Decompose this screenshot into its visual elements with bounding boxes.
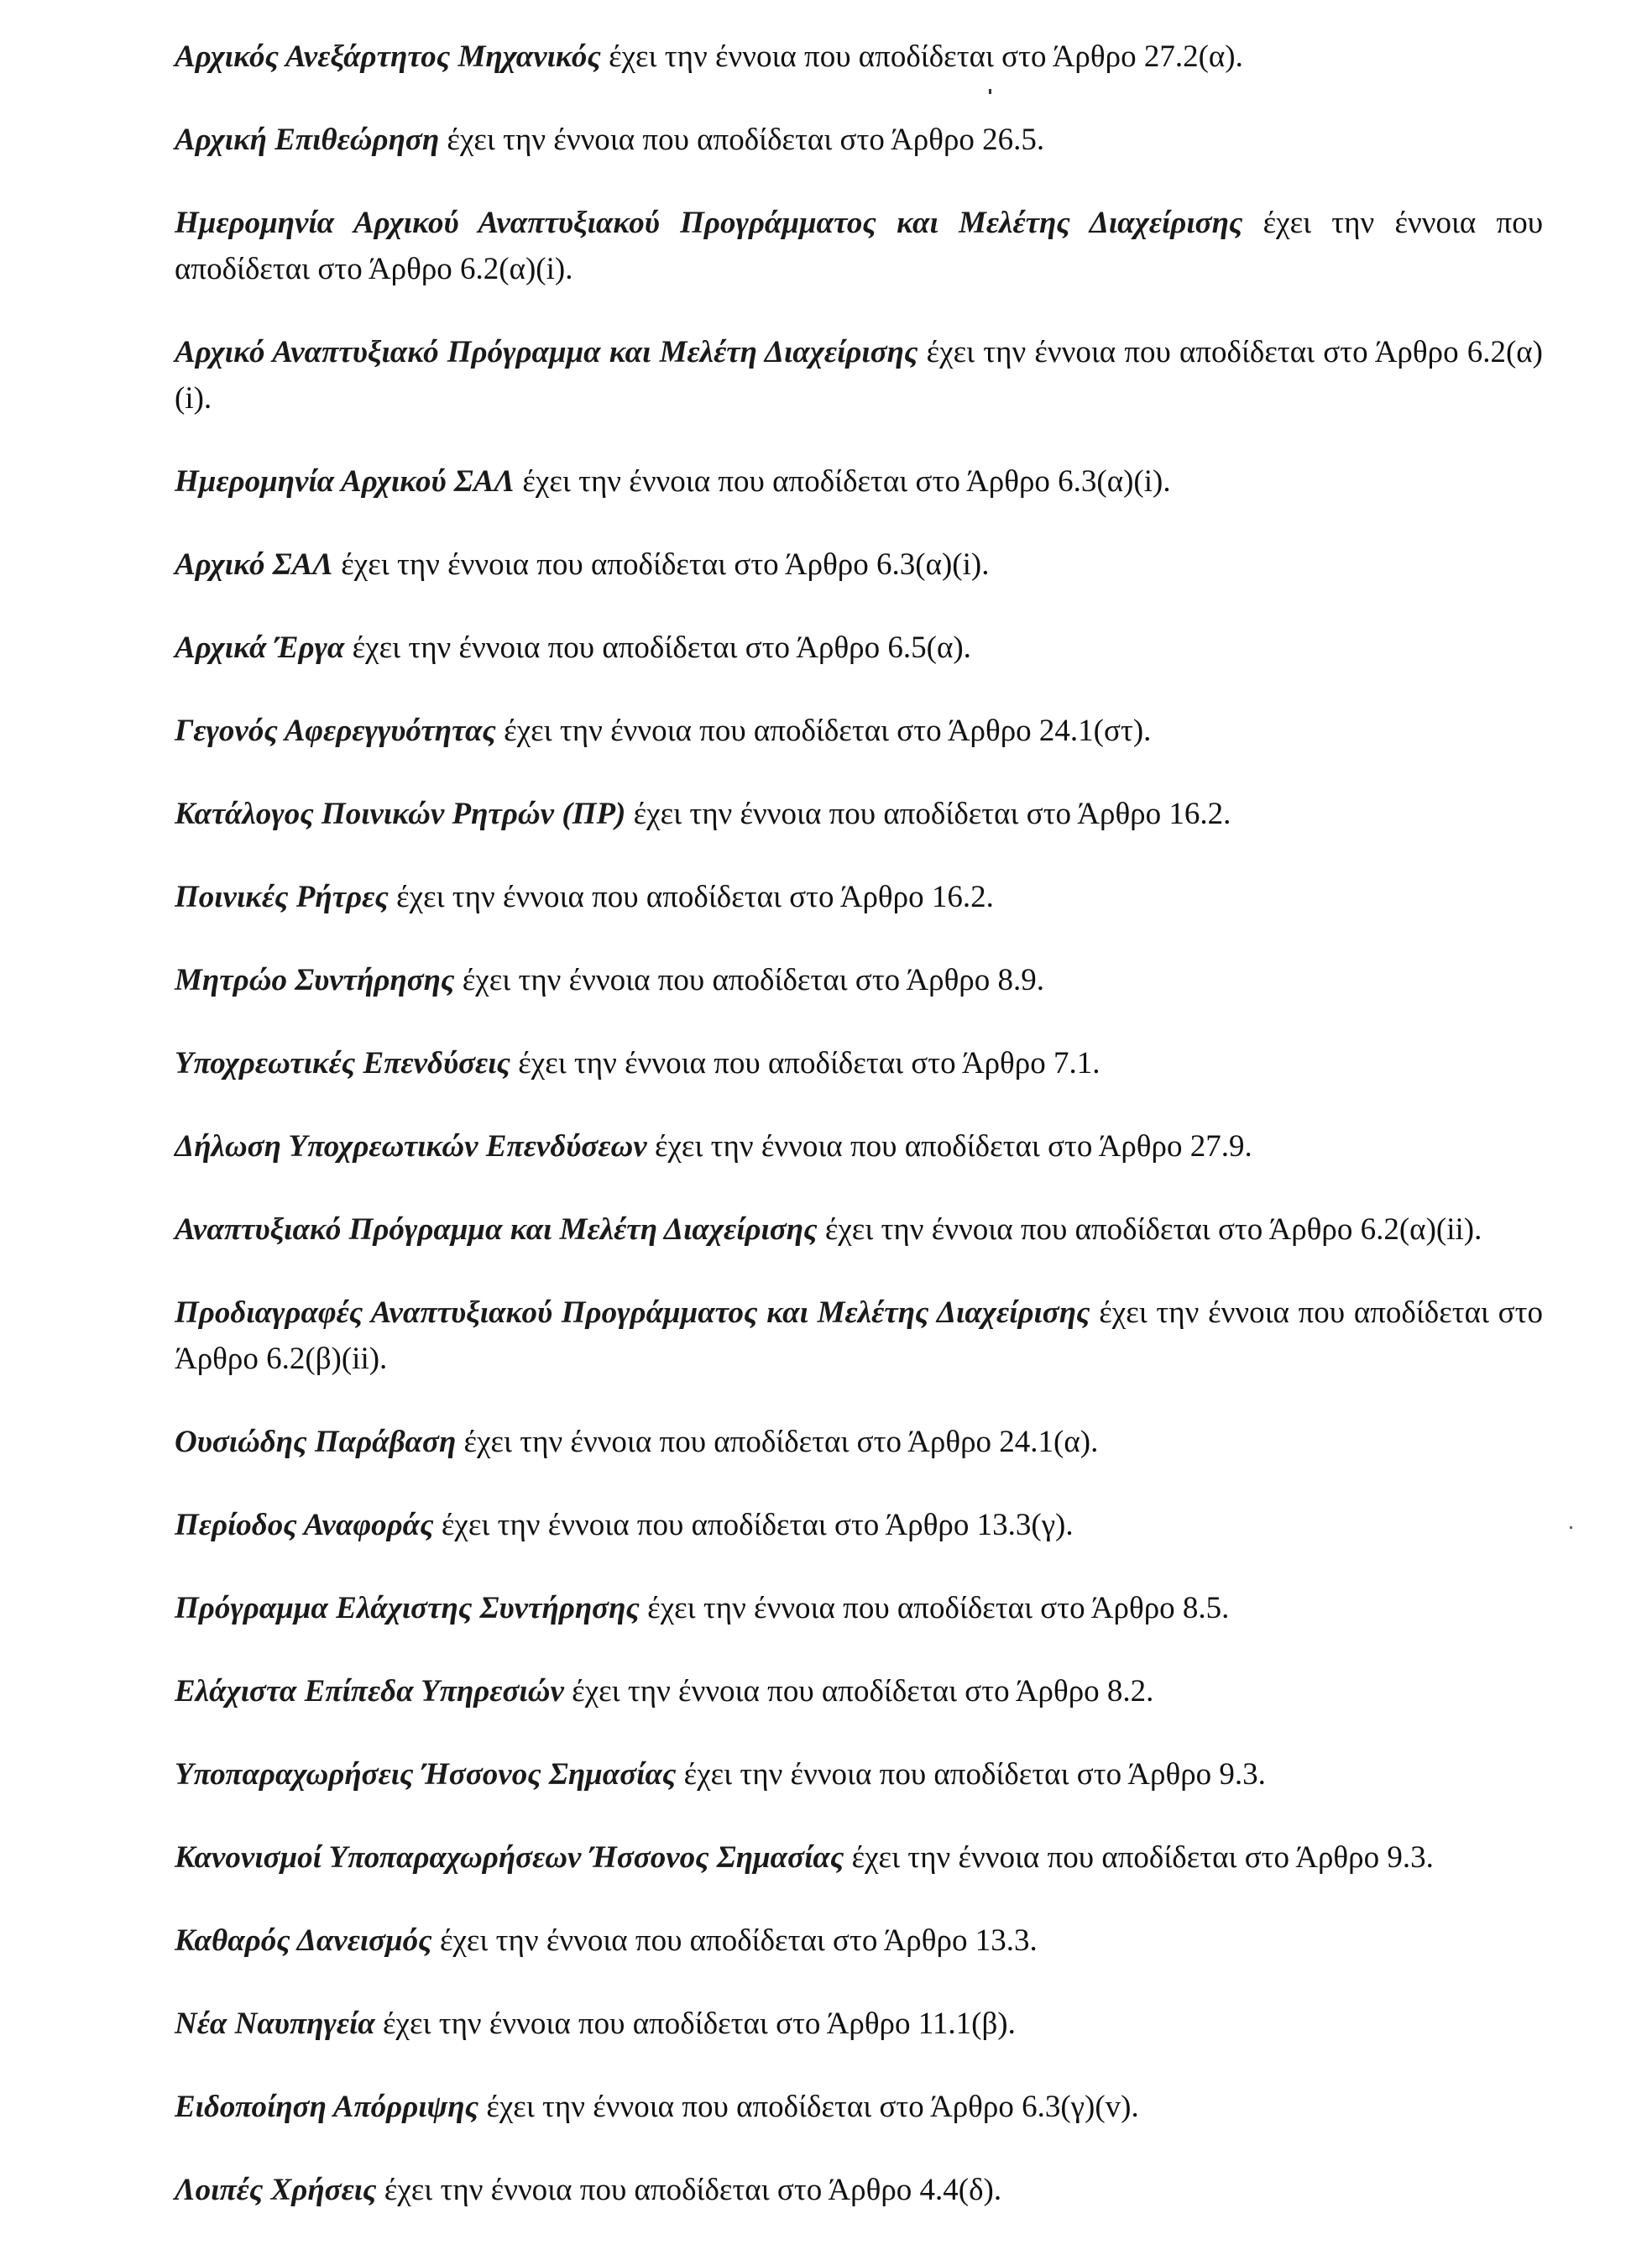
definition-text: έχει την έννοια που αποδίδεται στο Άρθρο 16.2. bbox=[633, 797, 1231, 831]
definition-term: Κανονισμοί Υποπαραχωρήσεων Ήσσονος Σημασίας bbox=[175, 1840, 844, 1875]
definition-term: Καθαρός Δανεισμός bbox=[175, 1923, 432, 1958]
definition-entry bbox=[175, 458, 1543, 505]
definition-entry bbox=[175, 1918, 1543, 1964]
definitions-list bbox=[175, 34, 1543, 2250]
definition-entry bbox=[175, 1206, 1543, 1253]
definition-entry bbox=[175, 1040, 1543, 1086]
definition-term: Αρχικός Ανεξάρτητος Μηχανικός bbox=[175, 39, 601, 74]
definition-entry bbox=[175, 874, 1543, 920]
definition-entry bbox=[175, 2001, 1543, 2047]
definition-term: Περίοδος Αναφοράς bbox=[175, 1508, 434, 1542]
definition-text: έχει την έννοια που αποδίδεται στο Άρθρο 8.9. bbox=[462, 963, 1045, 997]
definition-term: Νέα Ναυπηγεία bbox=[175, 2007, 375, 2041]
definition-term: Αναπτυξιακό Πρόγραμμα και Μελέτη Διαχείρισης bbox=[175, 1212, 818, 1247]
definition-entry bbox=[175, 1123, 1543, 1169]
definition-entry bbox=[175, 1419, 1543, 1465]
definition-entry bbox=[175, 1834, 1543, 1881]
definition-term: Αρχικά Έργα bbox=[175, 631, 345, 665]
definition-term: Ειδοποίηση Απόρριψης bbox=[175, 2090, 479, 2124]
scan-mark bbox=[989, 89, 991, 94]
definition-text: έχει την έννοια που αποδίδεται στο Άρθρο 16.2. bbox=[396, 880, 994, 914]
definition-entry bbox=[175, 1290, 1543, 1382]
definition-entry bbox=[175, 200, 1543, 292]
definition-entry bbox=[175, 117, 1543, 163]
definition-term: Λοιπές Χρήσεις bbox=[175, 2173, 377, 2207]
definition-text: έχει την έννοια που αποδίδεται στο Άρθρο 13.3(γ). bbox=[441, 1508, 1074, 1542]
definition-text: έχει την έννοια που αποδίδεται στο Άρθρο 6.3(α)(i). bbox=[522, 464, 1171, 499]
definition-entry bbox=[175, 1502, 1543, 1548]
definition-term: Αρχικό Αναπτυξιακό Πρόγραμμα και Μελέτη Διαχείρισης bbox=[175, 335, 918, 369]
definition-text: έχει την έννοια που αποδίδεται στο Άρθρο 8.2. bbox=[572, 1674, 1154, 1708]
scan-dot bbox=[1570, 1526, 1572, 1529]
definition-term: Αρχικό ΣΑΛ bbox=[175, 547, 333, 582]
definition-term: Πρόγραμμα Ελάχιστης Συντήρησης bbox=[175, 1591, 640, 1625]
definition-text: έχει την έννοια που αποδίδεται στο Άρθρο 7.1. bbox=[518, 1046, 1100, 1081]
definition-text: έχει την έννοια που αποδίδεται στο Άρθρο 6.5(α). bbox=[352, 631, 971, 665]
definition-text: έχει την έννοια που αποδίδεται στο Άρθρο 27.2(α). bbox=[609, 39, 1243, 74]
definition-entry bbox=[175, 329, 1543, 421]
definition-text: έχει την έννοια που αποδίδεται στο Άρθρο 27.9. bbox=[654, 1129, 1252, 1164]
definition-term: Μητρώο Συντήρησης bbox=[175, 963, 455, 997]
definition-entry bbox=[175, 625, 1543, 671]
definition-text: έχει την έννοια που αποδίδεται στο Άρθρο 6.3(α)(i). bbox=[341, 547, 990, 582]
definition-term: Προδιαγραφές Αναπτυξιακού Προγράμματος και Μελέτης Διαχείρισης bbox=[175, 1295, 1090, 1330]
definition-text: έχει την έννοια που αποδίδεται στο Άρθρο 6.2(β)(ii). bbox=[175, 1295, 1543, 1376]
definition-term: Ποινικές Ρήτρες bbox=[175, 880, 389, 914]
definition-term: Γεγονός Αφερεγγυότητας bbox=[175, 714, 496, 748]
definition-term: Ημερομηνία Αρχικού Αναπτυξιακού Προγράμματος και Μελέτης Διαχείρισης bbox=[175, 206, 1243, 240]
definition-entry bbox=[175, 957, 1543, 1003]
definition-text: έχει την έννοια που αποδίδεται στο Άρθρο 6.3(γ)(v). bbox=[486, 2090, 1139, 2124]
definition-text: έχει την έννοια που αποδίδεται στο Άρθρο 6.2(α)(i). bbox=[175, 335, 1544, 416]
definition-entry bbox=[175, 1668, 1543, 1714]
definition-entry bbox=[175, 34, 1543, 80]
definition-entry bbox=[175, 1585, 1543, 1631]
definition-entry bbox=[175, 791, 1543, 837]
definition-entry bbox=[175, 708, 1543, 754]
definition-text: έχει την έννοια που αποδίδεται στο Άρθρο 6.2(α)(ii). bbox=[824, 1212, 1482, 1247]
definition-entry bbox=[175, 542, 1543, 588]
definition-term: Ουσιώδης Παράβαση bbox=[175, 1425, 457, 1459]
definition-text: έχει την έννοια που αποδίδεται στο Άρθρο 13.3. bbox=[439, 1923, 1038, 1958]
definition-term: Ημερομηνία Αρχικού ΣΑΛ bbox=[175, 464, 515, 499]
definition-term: Αρχική Επιθεώρηση bbox=[175, 123, 440, 157]
definition-text: έχει την έννοια που αποδίδεται στο Άρθρο 4.4(δ). bbox=[384, 2173, 1002, 2207]
definition-text: έχει την έννοια που αποδίδεται στο Άρθρο 9.3. bbox=[683, 1757, 1266, 1792]
definition-text: έχει την έννοια που αποδίδεται στο Άρθρο 8.5. bbox=[647, 1591, 1230, 1625]
definition-entry bbox=[175, 2167, 1543, 2213]
definition-term: Υποπαραχωρήσεις Ήσσονος Σημασίας bbox=[175, 1757, 677, 1792]
definition-text: έχει την έννοια που αποδίδεται στο Άρθρο 24.1(α). bbox=[463, 1425, 1099, 1459]
definition-text: έχει την έννοια που αποδίδεται στο Άρθρο 9.3. bbox=[851, 1840, 1434, 1875]
definition-text: έχει την έννοια που αποδίδεται στο Άρθρο 24.1(στ). bbox=[504, 714, 1152, 748]
definition-term: Δήλωση Υποχρεωτικών Επενδύσεων bbox=[175, 1129, 647, 1164]
definition-text: έχει την έννοια που αποδίδεται στο Άρθρο 6.2(α)(i). bbox=[175, 206, 1544, 286]
definition-entry bbox=[175, 2084, 1543, 2130]
definition-text: έχει την έννοια που αποδίδεται στο Άρθρο 11.1(β). bbox=[383, 2007, 1016, 2041]
definition-entry bbox=[175, 1751, 1543, 1797]
definition-term: Ελάχιστα Επίπεδα Υπηρεσιών bbox=[175, 1674, 564, 1708]
definition-term: Υποχρεωτικές Επενδύσεις bbox=[175, 1046, 510, 1081]
definition-text: έχει την έννοια που αποδίδεται στο Άρθρο 26.5. bbox=[447, 123, 1045, 157]
definition-term: Κατάλογος Ποινικών Ρητρών (ΠΡ) bbox=[175, 797, 626, 831]
